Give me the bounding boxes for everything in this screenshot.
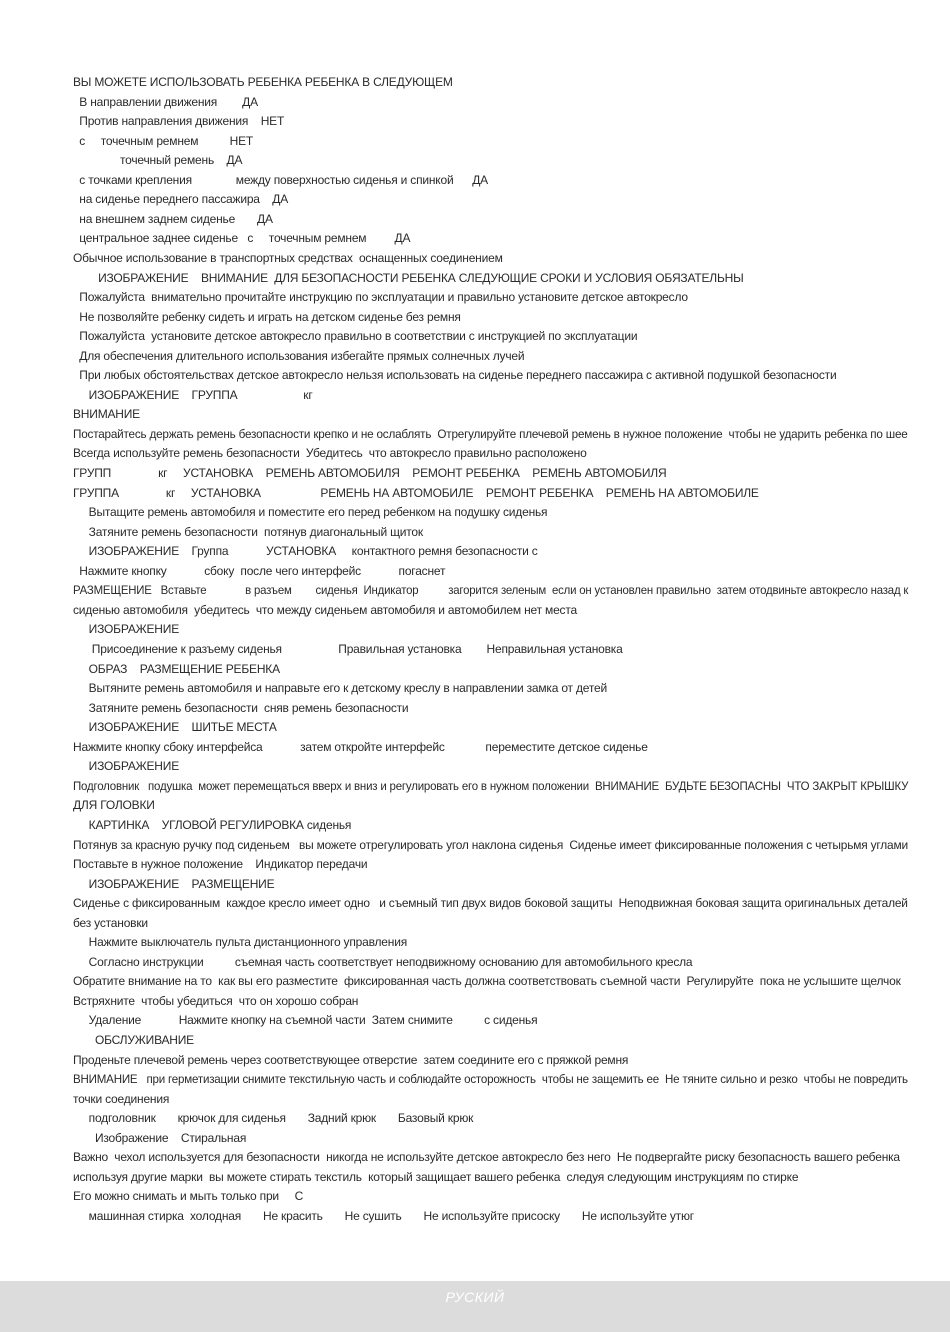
text-line: Затяните ремень безопасности потянув диагональный щиток (73, 524, 423, 539)
text-line: Постарайтесь держать ремень безопасности крепко и не ослаблять Отрегулируйте плечевой ремень в нужное положение чтобы не ударить ребенка по шее (73, 426, 908, 441)
text-line: Для обеспечения длительного использования избегайте прямых солнечных лучей (73, 348, 525, 363)
text-line: Нажмите кнопку сбоку после чего интерфейс погаснет (73, 563, 446, 578)
text-line: ГРУПП кг УСТАНОВКА РЕМЕНЬ АВТОМОБИЛЯ РЕМОНТ РЕБЕНКА РЕМЕНЬ АВТОМОБИЛЯ (73, 466, 667, 480)
text-line: ИЗОБРАЖЕНИЕ ГРУППА кг (73, 387, 313, 402)
text-line: Потянув за красную ручку под сиденьем вы можете отрегулировать угол наклона сиденья Сиденье имеет фиксированные положения с четырьмя углами (73, 837, 908, 852)
text-line: Сиденье с фиксированным каждое кресло имеет одно и съемный тип двух видов боковой защиты Неподвижная боковая защита оригинальных деталей (73, 896, 908, 911)
text-line: машинная стирка холодная Не красить Не сушить Не используйте присоску Не используйте утюг (73, 1208, 694, 1223)
text-line: центральное заднее сиденье с точечным ремнем ДА (73, 231, 411, 246)
text-line: ИЗОБРАЖЕНИЕ РАЗМЕЩЕНИЕ (73, 876, 275, 891)
text-line: Встряхните чтобы убедиться что он хорошо собран (73, 993, 359, 1008)
text-line: ИЗОБРАЖЕНИЕ (73, 622, 180, 637)
text-line: Подголовник подушка может перемещаться вверх и вниз и регулировать его в нужном положении ВНИМАНИЕ БУДЬТЕ БЕЗОПАСНЫ ЧТО ЗАКРЫТ КРЫШКУ (73, 778, 909, 793)
text-line: подголовник крючок для сиденья Задний крюк Базовый крюк (73, 1111, 474, 1126)
text-line: ВНИМАНИЕ при герметизации снимите текстильную часть и соблюдайте осторожность чтобы не защемить ее Не тяните сильно и резко чтобы не повредить (73, 1072, 908, 1087)
text-line: Его можно снимать и мыть только при С (73, 1189, 304, 1204)
text-line: на сиденье переднего пассажира ДА (73, 192, 289, 207)
text-line: ОБРАЗ РАЗМЕЩЕНИЕ РЕБЕНКА (73, 661, 280, 676)
text-line: При любых обстоятельствах детское автокресло нельзя использовать на сиденье переднего пассажира с активной подушкой безопасности (73, 368, 837, 383)
text-line: с точечным ремнем НЕТ (73, 133, 254, 148)
text-line: Вытащите ремень автомобиля и поместите его перед ребенком на подушку сиденья (73, 505, 548, 520)
text-line: Против направления движения НЕТ (73, 114, 285, 129)
text-line: ВНИМАНИЕ (73, 407, 140, 422)
text-line: Затяните ремень безопасности сняв ремень безопасности (73, 700, 409, 715)
text-line: Обычное использование в транспортных средствах оснащенных соединением (73, 251, 503, 265)
text-line: Поставьте в нужное положение Индикатор передачи (73, 857, 368, 871)
text-line: ИЗОБРАЖЕНИЕ ВНИМАНИЕ ДЛЯ БЕЗОПАСНОСТИ РЕБЕНКА СЛЕДУЮЩИЕ СРОКИ И УСЛОВИЯ ОБЯЗАТЕЛЬНЫ (73, 270, 744, 285)
text-line: без установки (73, 915, 148, 930)
text-line: Нажмите кнопку сбоку интерфейса затем откройте интерфейс переместите детское сиденье (73, 739, 648, 754)
text-line: точечный ремень ДА (73, 153, 243, 168)
text-line: Изображение Стиральная (73, 1130, 247, 1145)
footer-language-label: РУСКИЙ (445, 1289, 505, 1305)
text-line: ДЛЯ ГОЛОВКИ (73, 798, 155, 813)
text-line: Пожалуйста внимательно прочитайте инструкцию по эксплуатации и правильно установите детское автокресло (73, 290, 688, 305)
text-line: используя другие марки вы можете стирать текстиль который защищает вашего ребенка следуя следующим инструкциям по стирке (73, 1169, 799, 1184)
text-line: ОБСЛУЖИВАНИЕ (73, 1033, 194, 1047)
text-line: ГРУППА кг УСТАНОВКА РЕМЕНЬ НА АВТОМОБИЛЕ РЕМОНТ РЕБЕНКА РЕМЕНЬ НА АВТОМОБИЛЕ (73, 485, 759, 500)
text-line: точки соединения (73, 1091, 170, 1106)
text-line: ИЗОБРАЖЕНИЕ Группа УСТАНОВКА контактного ремня безопасности с (73, 544, 538, 559)
text-line: В направлении движения ДА (73, 94, 258, 109)
text-line: КАРТИНКА УГЛОВОЙ РЕГУЛИРОВКА сиденья (73, 817, 352, 832)
text-line: Присоединение к разъему сиденья Правильная установка Неправильная установка (73, 642, 623, 656)
text-line: ИЗОБРАЖЕНИЕ (73, 759, 180, 774)
text-line: Важно чехол используется для безопасности никогда не используйте детское автокресло без него Не подвергайте риску безопасность вашего ребенка (73, 1150, 900, 1165)
text-line: Пожалуйста установите детское автокресло правильно в соответствии с инструкцией по эксплуатации (73, 329, 638, 344)
text-line: Согласно инструкции съемная часть соответствует неподвижному основанию для автомобильного кресла (73, 954, 693, 969)
text-line: Всегда используйте ремень безопасности Убедитесь что автокресло правильно расположено (73, 446, 587, 461)
text-line: Вытяните ремень автомобиля и направьте его к детскому креслу в направлении замка от детей (73, 681, 608, 696)
text-line: Не позволяйте ребенку сидеть и играть на детском сиденье без ремня (73, 309, 461, 324)
text-line: ИЗОБРАЖЕНИЕ ШИТЬЕ МЕСТА (73, 720, 277, 735)
text-line: РАЗМЕЩЕНИЕ Вставьте в разъем сиденья Индикатор загорится зеленым если он установлен правильно затем отодвиньте автокресло назад к (73, 583, 909, 598)
text-line: сиденью автомобиля убедитесь что между сиденьем автомобиля и автомобилем нет места (73, 602, 577, 617)
text-line: на внешнем заднем сиденье ДА (73, 211, 273, 226)
text-line: Проденьте плечевой ремень через соответствующее отверстие затем соедините его с пряжкой ремня (73, 1052, 629, 1067)
text-line: ВЫ МОЖЕТЕ ИСПОЛЬЗОВАТЬ РЕБЕНКА РЕБЕНКА В СЛЕДУЮЩЕМ (73, 75, 453, 89)
page-footer (0, 1281, 950, 1332)
text-line: Обратите внимание на то как вы его разместите фиксированная часть должна соответствовать съемной части Регулируйте пока не услышите щелчок (73, 974, 901, 989)
text-line: с точками крепления между поверхностью сиденья и спинкой ДА (73, 172, 488, 187)
text-line: Нажмите выключатель пульта дистанционного управления (73, 935, 408, 950)
text-line: Удаление Нажмите кнопку на съемной части Затем снимите с сиденья (73, 1013, 538, 1028)
